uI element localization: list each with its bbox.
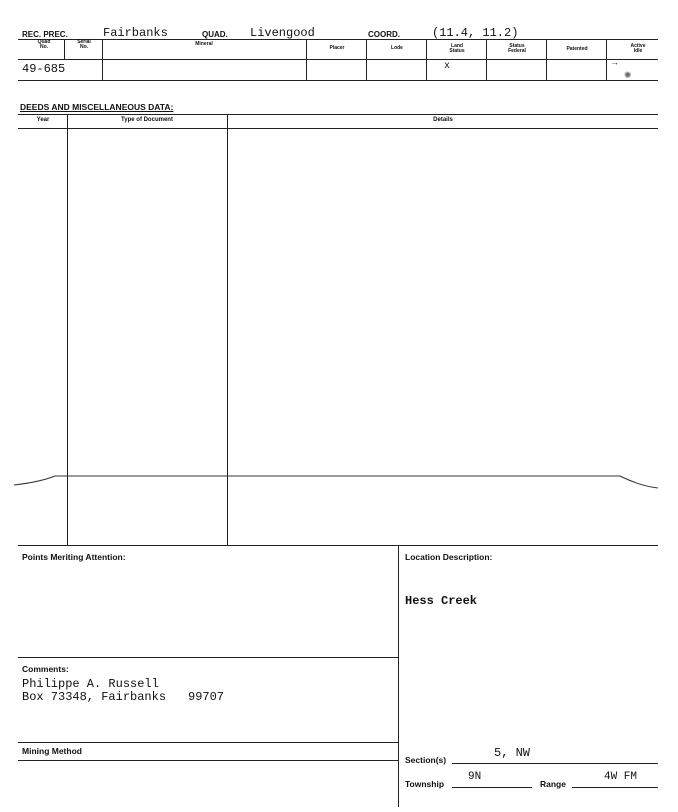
col-lode: Lode	[391, 45, 403, 51]
col-patented: Patented	[566, 46, 588, 52]
col-status-federal: Status Federal	[508, 43, 526, 54]
col-quad-no: Quad No.	[37, 39, 51, 50]
coord-value: (11.4, 11.2)	[432, 26, 519, 40]
asterisk-mark-icon: ✺	[624, 70, 632, 80]
quad-label: QUAD.	[202, 30, 228, 39]
range-label: Range	[540, 779, 566, 789]
col-details: Details	[433, 117, 453, 123]
mining-method-label: Mining Method	[22, 746, 82, 756]
bottom-divider	[398, 545, 399, 807]
col-land-status: Land Status	[449, 43, 465, 54]
coord-label: COORD.	[368, 30, 400, 39]
col-mineral: Mineral	[195, 41, 213, 47]
points-label: Points Meriting Attention:	[22, 552, 126, 562]
quad-no-value: 49-685	[22, 62, 66, 76]
col-year: Year	[36, 117, 50, 123]
header-rule	[18, 39, 658, 40]
quad-value: Livengood	[250, 26, 315, 40]
land-status-mark: x	[444, 61, 451, 72]
location-label: Location Description:	[405, 552, 493, 562]
arrow-icon: →	[610, 57, 619, 67]
township-value: 9N	[468, 771, 482, 783]
comments-name: Philippe A. Russell	[22, 677, 159, 691]
deeds-title: DEEDS AND MISCELLANEOUS DATA:	[20, 102, 174, 112]
section-value: 5, NW	[494, 746, 531, 760]
range-value: 4W FM	[604, 771, 638, 783]
location-value: Hess Creek	[405, 594, 478, 608]
col-serial-no: Serial No.	[77, 39, 91, 50]
col-placer: Placer	[329, 45, 345, 51]
township-label: Township	[405, 779, 445, 789]
comments-label: Comments:	[22, 664, 69, 674]
fold-line	[0, 470, 678, 494]
section-label: Section(s)	[405, 755, 447, 765]
comments-address: Box 73348, Fairbanks	[22, 690, 167, 704]
rec-prec-label: REC. PREC.	[22, 30, 68, 39]
rec-prec-value: Fairbanks	[103, 26, 168, 40]
comments-zip: 99707	[188, 690, 225, 704]
col-active-idle: Active Idle	[630, 43, 646, 54]
col-type-of-document: Type of Document	[121, 117, 173, 123]
